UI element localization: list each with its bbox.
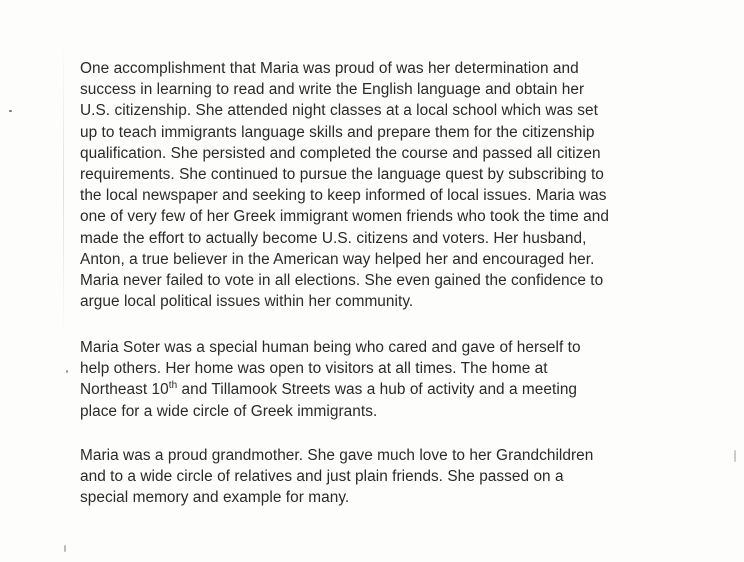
text-line: made the effort to actually become U.S. citizens and voters. Her husband, <box>80 229 587 247</box>
text-line: special memory and example for many. <box>80 489 350 507</box>
text-line: One accomplishment that Maria was proud of was her determination and <box>80 60 579 77</box>
text-line: and to a wide circle of relatives and just plain friends. She passed on a <box>80 468 564 486</box>
scan-speck <box>734 450 736 462</box>
scan-speck <box>66 370 68 373</box>
text-line: one of very few of her Greek immigrant women friends who took the time and <box>80 208 609 226</box>
scan-speck <box>9 110 12 112</box>
paragraph-citizenship <box>80 58 609 312</box>
text-line: place for a wide circle of Greek immigrants. <box>80 402 378 420</box>
text-line: up to teach immigrants language skills and prepare them for the citizenship <box>80 123 595 141</box>
text-line: Maria Soter was a special human being who cared and gave of herself to <box>80 339 581 356</box>
text-line: argue local political issues within her community. <box>80 293 414 311</box>
paragraph-grandmother <box>80 445 593 509</box>
page-edge-shadow <box>63 40 64 340</box>
scan-speck <box>64 545 66 552</box>
text-line: requirements. She continued to pursue the language quest by subscribing to <box>80 166 604 184</box>
address-text-before: Northeast 10 <box>80 381 169 399</box>
text-line: Maria never failed to vote in all elections. She even gained the confidence to <box>80 272 604 290</box>
text-line: help others. Her home was open to visitors at all times. The home at <box>80 360 548 378</box>
text-line: U.S. citizenship. She attended night classes at a local school which was set <box>80 102 598 120</box>
text-line: Anton, a true believer in the American way helped her and encouraged her. <box>80 250 595 268</box>
ordinal-suffix: th <box>168 380 178 392</box>
text-line: success in learning to read and write the English language and obtain her <box>80 81 585 99</box>
text-line: Maria was a proud grandmother. She gave much love to her Grandchildren <box>80 447 594 464</box>
address-text-after: and Tillamook Streets was a hub of activity and a meeting <box>177 381 578 399</box>
text-line: qualification. She persisted and completed the course and passed all citizen <box>80 144 601 162</box>
text-line-address <box>80 379 581 400</box>
paragraph-home <box>80 337 581 422</box>
text-line: the local newspaper and seeking to keep informed of local issues. Maria was <box>80 187 607 205</box>
